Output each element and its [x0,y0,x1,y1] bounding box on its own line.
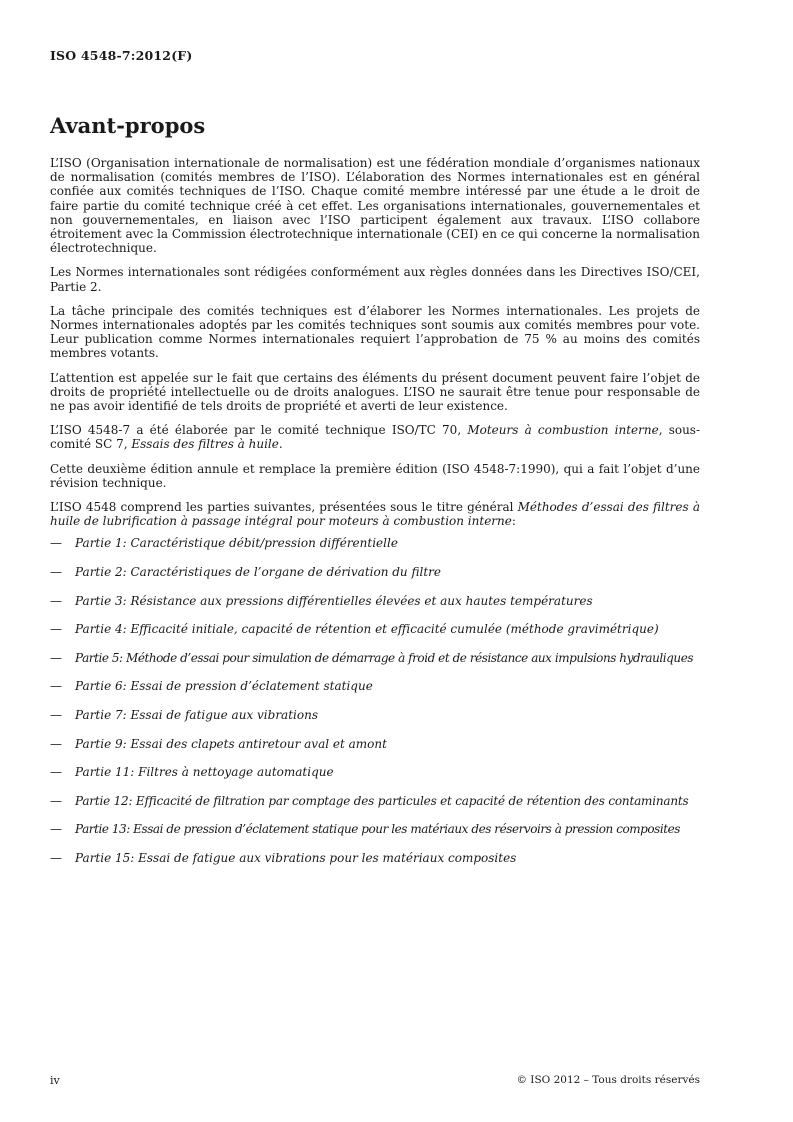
part-title: Partie 6: Essai de pression d’éclatement statique [75,679,373,694]
list-item [50,708,700,737]
prepared-by-text-2: , sous-comité SC 7, [50,423,701,452]
part-title: Partie 15: Essai de fatigue aux vibrations pour les matériaux composites [75,851,517,865]
part-title: Partie 4: Efficacité initiale, capacité de rétention et efficacité cumulée (méthode gravimétrique) [75,622,659,637]
part-title: Partie 3: Résistance aux pressions différentielles élevées et aux hautes températures [75,593,593,608]
list-item [50,822,700,851]
dash-bullet: — [50,793,62,808]
paragraph-iso-intro: L’ISO (Organisation internationale de normalisation) est une fédération mondiale d’organismes nationaux de normalisation (comités membres de l’ISO). L’élaboration des Normes internationales est en général confiée aux comités techniques de l’ISO. Chaque comité membre intéressé par une étude a le droit de faire partie du comité technique créé à cet effet. Les organisations internationales, gouvernementales et non gouvernementales, en liaison avec l’ISO participent également aux travaux. L’ISO collabore étroitement avec la Commission électrotechnique internationale (CEI) en ce qui concerne la normalisation électrotechnique. [50,156,700,256]
parts-intro-end: : [511,514,516,529]
subcommittee-title: Essais des filtres à huile [131,437,279,452]
list-item [50,737,700,766]
list-item [50,622,700,651]
dash-bullet: — [50,679,62,694]
part-title: Partie 5: Méthode d’essai pour simulation de démarrage à froid et de résistance aux impulsions hydrauliques [75,650,694,665]
paragraph-edition: Cette deuxième édition annule et remplace la première édition (ISO 4548-7:1990), qui a fait l’objet d’une révision technique. [50,461,700,490]
dash-bullet: — [50,708,62,723]
dash-bullet: — [50,650,62,665]
paragraph-parts-intro [50,500,700,528]
part-title: Partie 11: Filtres à nettoyage automatique [75,765,334,780]
list-item [50,651,700,680]
part-title: Partie 2: Caractéristiques de l’organe de dérivation du filtre [75,565,441,580]
part-title: Partie 12: Efficacité de filtration par comptage des particules et capacité de rétention des contaminants [75,793,689,808]
list-item [50,794,700,823]
part-title: Partie 1: Caractéristique débit/pression différentielle [75,536,398,551]
list-item [50,851,700,880]
list-item [50,679,700,708]
dash-bullet: — [50,822,62,837]
page-title: Avant-propos [50,113,206,138]
part-title: Partie 9: Essai des clapets antiretour aval et amont [75,736,387,751]
copyright-notice: © ISO 2012 – Tous droits réservés [516,1074,700,1086]
parts-intro-text: L’ISO 4548 comprend les parties suivantes, présentées sous le titre général [50,500,518,515]
paragraph-patent-rights: L’attention est appelée sur le fait que certains des éléments du présent document peuvent faire l’objet de droits de propriété intellectuelle ou de droits analogues. L’ISO ne saurait être tenue pour responsable de ne pas avoir identifié de tels droits de propriété et averti de leur existence. [50,370,700,414]
dash-bullet: — [50,593,62,608]
list-item [50,536,700,565]
list-item [50,594,700,623]
parts-list [50,536,700,879]
prepared-by-text: L’ISO 4548-7 a été élaborée par le comité technique ISO/TC 70, [50,423,468,438]
paragraph-directives: Les Normes internationales sont rédigées conformément aux règles données dans les Directives ISO/CEI, Partie 2. [50,265,700,294]
document-body [50,156,700,880]
dash-bullet: — [50,536,62,551]
dash-bullet: — [50,736,62,751]
list-item [50,765,700,794]
general-title: Méthodes d’essai des filtres à huile de lubrification à passage intégral pour moteurs à combustion interne [50,500,700,529]
committee-title: Moteurs à combustion interne [467,423,659,438]
part-title: Partie 7: Essai de fatigue aux vibrations [75,708,318,723]
dash-bullet: — [50,765,62,780]
document-id: ISO 4548-7:2012(F) [50,48,193,63]
dash-bullet: — [50,565,62,580]
list-item [50,565,700,594]
prepared-by-end: . [278,437,283,452]
dash-bullet: — [50,622,62,637]
paragraph-technical-committees: La tâche principale des comités techniques est d’élaborer les Normes internationales. Les projets de Normes internationales adoptés par les comités techniques sont soumis aux comités membres pour vote. Leur publication comme Normes internationales requiert l’approbation de 75 % au moins des comités membres votants. [50,303,700,361]
paragraph-prepared-by [50,423,700,451]
dash-bullet: — [50,851,62,865]
part-title: Partie 13: Essai de pression d’éclatement statique pour les matériaux des réservoirs à pression composites [75,822,681,837]
page-number: iv [50,1074,60,1087]
